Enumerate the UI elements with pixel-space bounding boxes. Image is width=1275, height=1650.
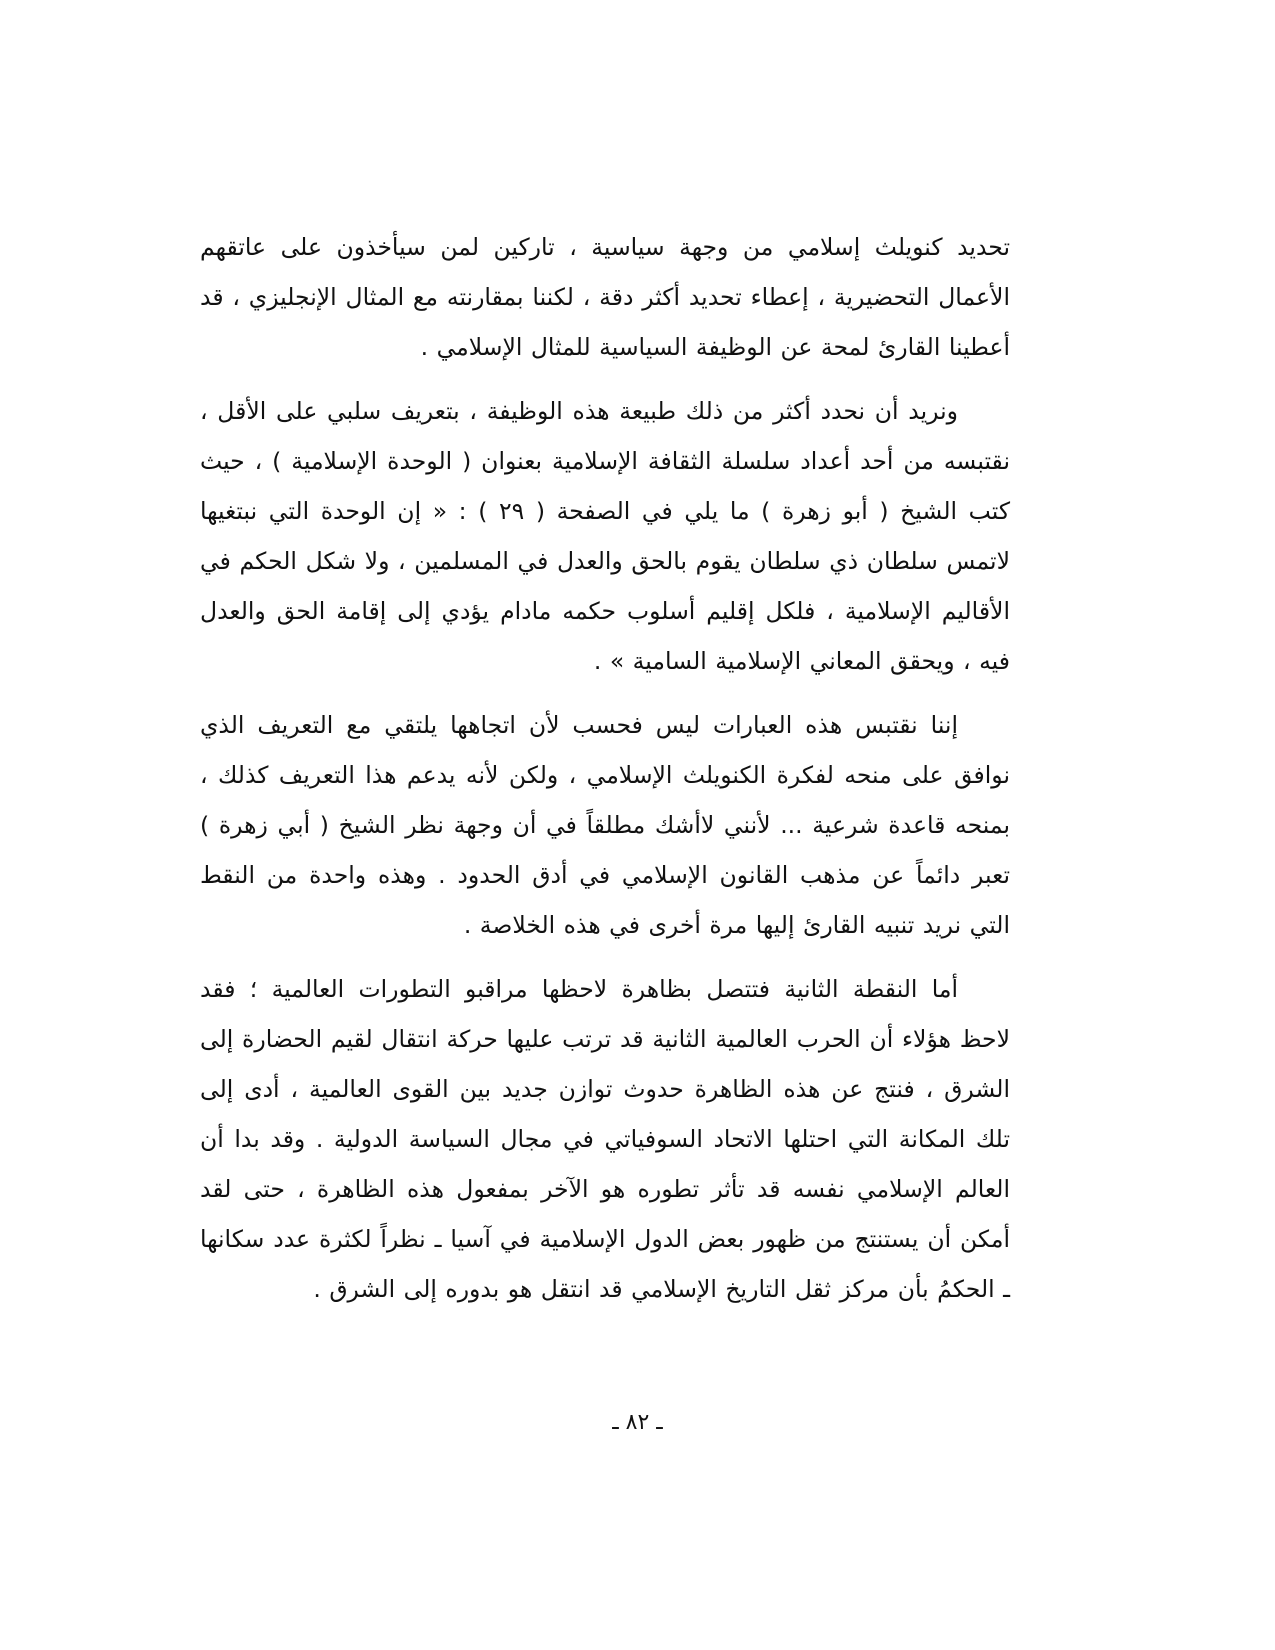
paragraph-1: تحديد كنويلث إسلامي من وجهة سياسية ، تاركين لمن سيأخذون على عاتقهم الأعمال التحضيرية ، إعطاء تحديد أكثر دقة ، لكننا بمقارنته مع المثال الإنجليزي ، قد أعطينا القارئ لمحة عن الوظيفة السياسية للمثال الإسلامي .: [200, 233, 1010, 361]
paragraph-3: إننا نقتبس هذه العبارات ليس فحسب لأن اتجاهها يلتقي مع التعريف الذي نوافق على منحه لفكرة الكنويلث الإسلامي ، ولكن لأنه يدعم هذا التعريف كذلك ، بمنحه قاعدة شرعية ... لأنني لاأشك مطلقاً في أن وجهة نظر الشيخ ( أبي زهرة ) تعبر دائماً عن مذهب القانون الإسلامي في أدق الحدود . وهذه واحدة من النقط التي نريد تنبيه القارئ إليها مرة أخرى في هذه الخلاصة .: [200, 711, 1010, 939]
document-body: [200, 222, 1010, 1314]
paragraph-gap: [200, 372, 1010, 386]
paragraph-2: ونريد أن نحدد أكثر من ذلك طبيعة هذه الوظيفة ، بتعريف سلبي على الأقل ، نقتبسه من أحد أعداد سلسلة الثقافة الإسلامية بعنوان ( الوحدة الإسلامية ) ، حيث كتب الشيخ ( أبو زهرة ) ما يلي في الصفحة ( ٢٩ ) : « إن الوحدة التي نبتغيها لاتمس سلطان ذي سلطان يقوم بالحق والعدل في المسلمين ، ولا شكل الحكم في الأقاليم الإسلامية ، فلكل إقليم أسلوب حكمه مادام يؤدي إلى إقامة الحق والعدل فيه ، ويحقق المعاني الإسلامية السامية » .: [200, 397, 1011, 675]
paragraph-gap: [200, 950, 1010, 964]
paragraph-gap: [200, 686, 1010, 700]
page-number: ـ ٨٢ ـ: [612, 1410, 663, 1435]
paragraph-4: أما النقطة الثانية فتتصل بظاهرة لاحظها مراقبو التطورات العالمية ؛ فقد لاحظ هؤلاء أن الحرب العالمية الثانية قد ترتب عليها حركة انتقال لقيم الحضارة إلى الشرق ، فنتج عن هذه الظاهرة حدوث توازن جديد بين القوى العالمية ، أدى إلى تلك المكانة التي احتلها الاتحاد السوفياتي في مجال السياسة الدولية . وقد بدا أن العالم الإسلامي نفسه قد تأثر تطوره هو الآخر بمفعول هذه الظاهرة ، حتى لقد أمكن أن يستنتج من ظهور بعض الدول الإسلامية في آسيا ـ نظراً لكثرة عدد سكانها ـ الحكمُ بأن مركز ثقل التاريخ الإسلامي قد انتقل هو بدوره إلى الشرق .: [200, 975, 1010, 1303]
